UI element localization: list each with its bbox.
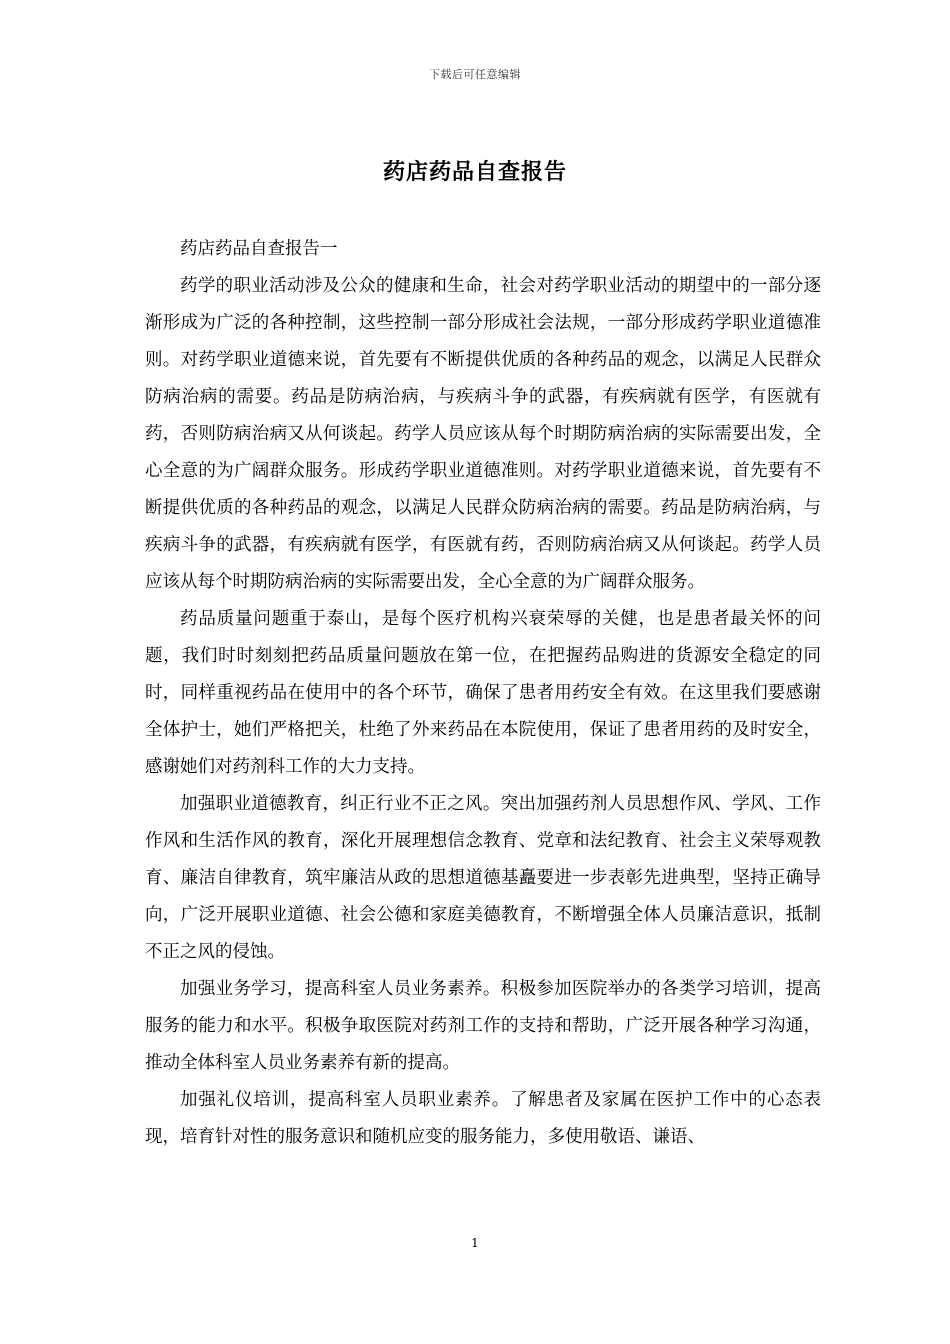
paragraph: 加强职业道德教育，纠正行业不正之风。突出加强药剂人员思想作风、学风、工作作风和生活作风的教育，深化开展理想信念教育、党章和法纪教育、社会主义荣辱观教育、廉洁自律教育，筑牢廉洁从政的思想道德基矗要进一步表彰先进典型，坚持正确导向，广泛开展职业道德、社会公德和家庭美德教育，不断增强全体人员廉洁意识，抵制不正之风的侵蚀。 — [145, 794, 821, 962]
paragraph: 加强业务学习，提高科室人员业务素养。积极参加医院举办的各类学习培训，提高服务的能力和水平。积极争取医院对药剂工作的支持和帮助，广泛开展各种学习沟通，推动全体科室人员业务素养有新的提高。 — [145, 979, 821, 1073]
document-title: 药店药品自查报告 — [382, 159, 567, 185]
paragraph: 药品质量问题重于泰山，是每个医疗机构兴衰荣辱的关健，也是患者最关怀的问题，我们时时刻刻把药品质量问题放在第一位，在把握药品购进的货源安全稳定的同时，同样重视药品在使用中的各个环节，确保了患者用药安全有效。在这里我们要感谢全体护士，她们严格把关，杜绝了外来药品在本院使用，保证了患者用药的及时安全，感谢她们对药剂科工作的大力支持。 — [145, 609, 821, 777]
paragraph: 加强礼仪培训，提高科室人员职业素养。了解患者及家属在医护工作中的心态表现，培育针对性的服务意识和随机应变的服务能力，多使用敬语、谦语、 — [145, 1090, 821, 1147]
page-number: 1 — [471, 1236, 479, 1250]
section-subtitle: 药店药品自查报告一 — [180, 239, 338, 259]
document-body — [145, 231, 821, 1156]
header-note: 下载后可任意编辑 — [429, 68, 521, 81]
paragraph: 药学的职业活动涉及公众的健康和生命，社会对药学职业活动的期望中的一部分逐渐形成为广泛的各种控制，这些控制一部分形成社会法规，一部分形成药学职业道德准则。对药学职业道德来说，首先要有不断提供优质的各种药品的观念，以满足人民群众防病治病的需要。药品是防病治病，与疾病斗争的武器，有疾病就有医学，有医就有药，否则防病治病又从何谈起。药学人员应该从每个时期防病治病的实际需要出发，全心全意的为广阔群众服务。形成药学职业道德准则。对药学职业道德来说，首先要有不断提供优质的各种药品的观念，以满足人民群众防病治病的需要。药品是防病治病，与疾病斗争的武器，有疾病就有医学，有医就有药，否则防病治病又从何谈起。药学人员应该从每个时期防病治病的实际需要出发，全心全意的为广阔群众服务。 — [145, 276, 821, 592]
